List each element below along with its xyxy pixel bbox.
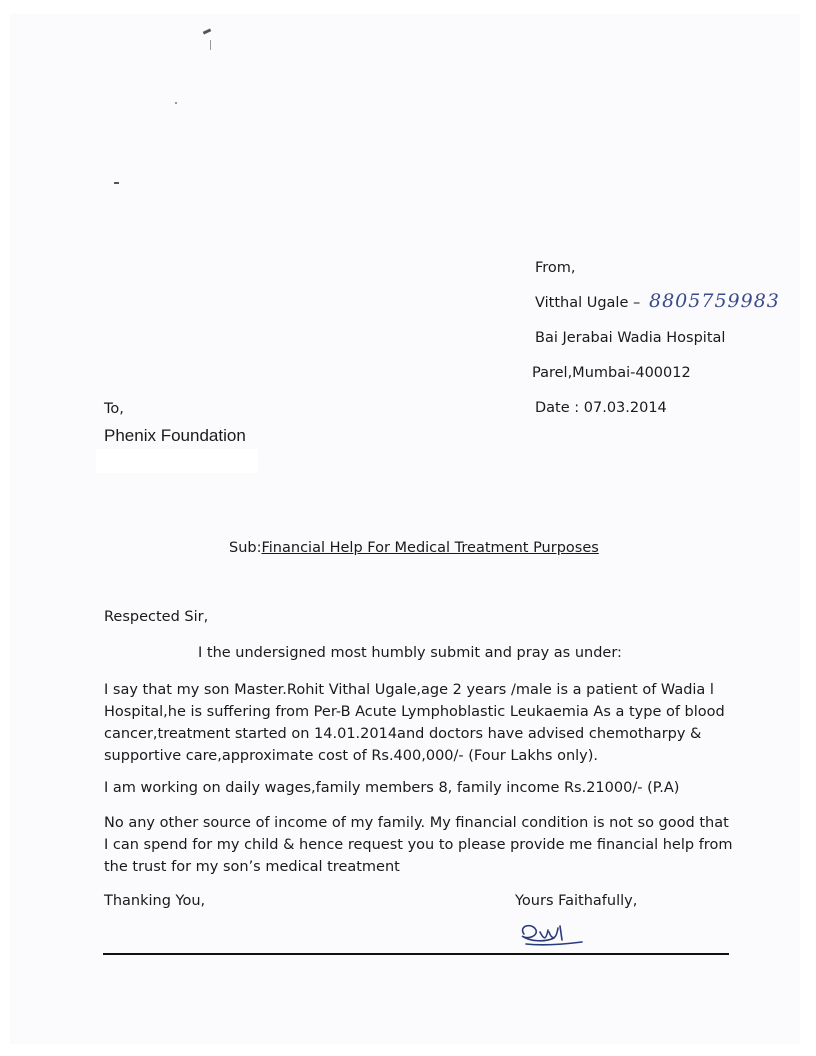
sender-hospital: Bai Jerabai Wadia Hospital (535, 330, 726, 346)
sender-name: Vitthal Ugale – (535, 295, 641, 311)
sender-address: Parel,Mumbai-400012 (532, 365, 691, 381)
redaction-box (96, 449, 258, 473)
salutation: Respected Sir, (104, 609, 209, 625)
scan-speck (175, 102, 177, 104)
scan-speck (210, 40, 211, 50)
letter-page (10, 14, 800, 1044)
to-label: To, (104, 401, 124, 417)
letter-date: Date : 07.03.2014 (535, 400, 667, 416)
from-label: From, (535, 260, 576, 276)
thanks-line: Thanking You, (104, 893, 206, 909)
intro-line: I the undersigned most humbly submit and pray as under: (198, 645, 622, 661)
subject-line (229, 538, 599, 559)
recipient-name: Phenix Foundation (104, 426, 246, 445)
subject-prefix: Sub: (229, 540, 262, 556)
handwritten-phone-number: 8805759983 (649, 290, 780, 312)
paragraph-request: No any other source of income of my family. My financial condition is not so good that I can spend for my child & hence request you to please provide me financial help from the trust for my son’s medical treatment (104, 815, 733, 875)
scan-speck (114, 182, 119, 184)
sign-off: Yours Faithafully, (515, 893, 638, 909)
subject-text: Financial Help For Medical Treatment Purposes (261, 540, 599, 556)
paragraph-income: I am working on daily wages,family members 8, family income Rs.21000/- (P.A) (104, 780, 680, 796)
footer-rule (103, 953, 729, 955)
paragraph-diagnosis: I say that my son Master.Rohit Vithal Ugale,age 2 years /male is a patient of Wadia l Hospital,he is suffering from Per-B Acute Lymphoblastic Leukaemia As a type of blood cancer,treatment started on 14.01.2014and doctors have advised chemotharpy & supportive care,approximate cost of Rs.400,000/- (Four Lakhs only). (104, 682, 725, 764)
handwritten-signature (516, 920, 586, 950)
